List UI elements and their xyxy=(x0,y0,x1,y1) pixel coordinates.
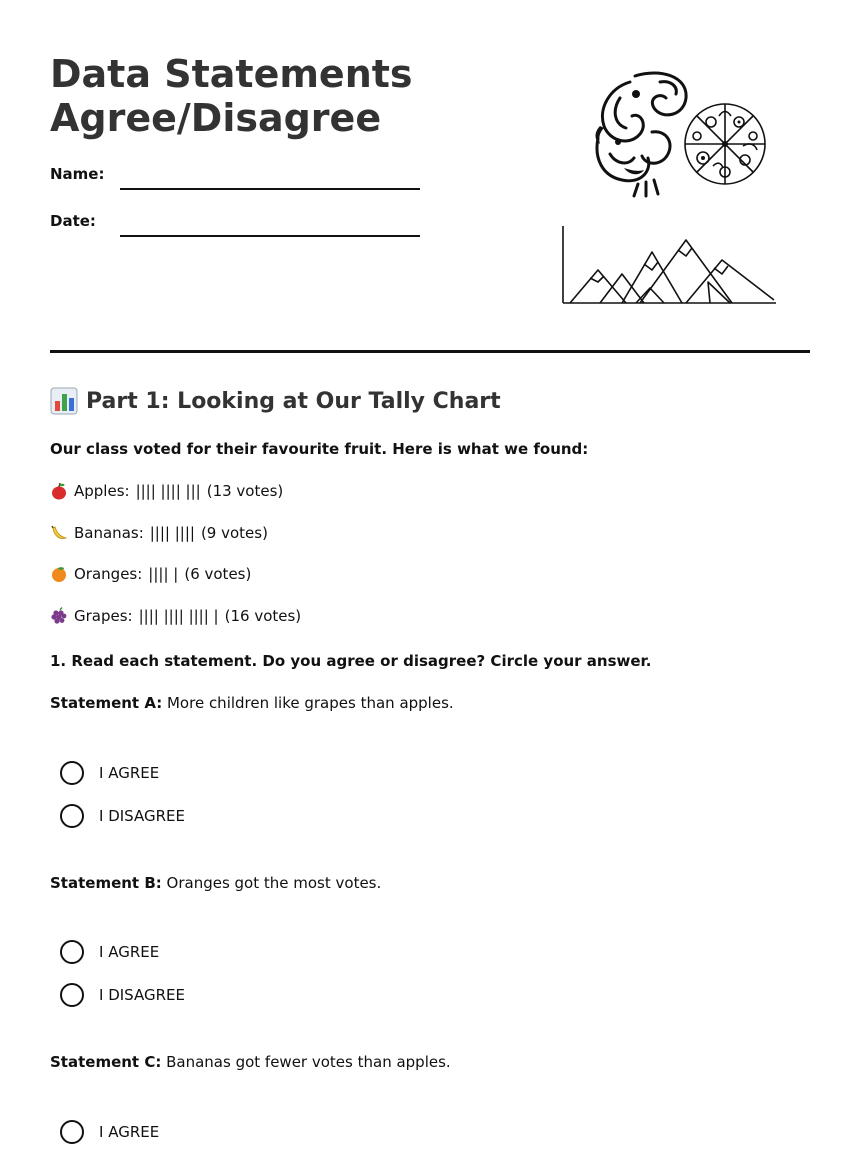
tally-votes: (6 votes) xyxy=(184,565,252,583)
banana-icon xyxy=(50,524,68,542)
question-1: 1. Read each statement. Do you agree or disagree? Circle your answer. xyxy=(50,652,652,670)
tally-marks: |||| |||| |||| | xyxy=(138,607,219,625)
option-label: I AGREE xyxy=(99,1123,160,1141)
statement-b-agree-option[interactable] xyxy=(60,940,159,964)
name-field[interactable] xyxy=(120,188,420,190)
statement-label: Statement B: xyxy=(50,874,162,892)
orange-icon xyxy=(50,565,68,583)
floral-circle-icon xyxy=(683,102,767,186)
divider xyxy=(50,350,810,353)
option-label: I DISAGREE xyxy=(99,807,185,825)
tally-label: Oranges: xyxy=(74,565,143,583)
statement-b xyxy=(50,874,381,892)
option-label: I DISAGREE xyxy=(99,986,185,1004)
option-label: I AGREE xyxy=(99,764,160,782)
date-field[interactable] xyxy=(120,235,420,237)
tally-row-bananas xyxy=(50,524,268,542)
tally-marks: |||| |||| ||| xyxy=(135,482,201,500)
statement-c xyxy=(50,1053,451,1071)
option-label: I AGREE xyxy=(99,943,160,961)
statement-text: More children like grapes than apples. xyxy=(166,694,454,712)
tally-row-grapes xyxy=(50,607,301,625)
tally-label: Grapes: xyxy=(74,607,133,625)
radio-circle[interactable] xyxy=(60,1120,84,1144)
radio-circle[interactable] xyxy=(60,761,84,785)
grapes-icon xyxy=(50,607,68,625)
statement-a xyxy=(50,694,454,712)
statement-label: Statement C: xyxy=(50,1053,162,1071)
tally-votes: (16 votes) xyxy=(224,607,302,625)
tally-marks: |||| | xyxy=(148,565,179,583)
section-heading xyxy=(50,387,501,415)
tally-row-apples xyxy=(50,482,283,500)
statement-a-agree-option[interactable] xyxy=(60,761,159,785)
tally-label: Bananas: xyxy=(74,524,144,542)
apple-icon xyxy=(50,482,68,500)
mountain-chart-icon xyxy=(560,224,780,306)
statement-label: Statement A: xyxy=(50,694,163,712)
statement-a-disagree-option[interactable] xyxy=(60,804,185,828)
page-title xyxy=(50,52,413,140)
section-heading-text: Part 1: Looking at Our Tally Chart xyxy=(86,388,501,414)
swirl-ornament-icon xyxy=(590,68,690,200)
statement-c-agree-option[interactable] xyxy=(60,1120,159,1144)
tally-row-oranges xyxy=(50,565,251,583)
radio-circle[interactable] xyxy=(60,804,84,828)
radio-circle[interactable] xyxy=(60,983,84,1007)
radio-circle[interactable] xyxy=(60,940,84,964)
tally-marks: |||| |||| xyxy=(149,524,195,542)
title-line-2: Agree/Disagree xyxy=(50,96,382,140)
tally-votes: (9 votes) xyxy=(200,524,268,542)
statement-text: Bananas got fewer votes than apples. xyxy=(166,1053,451,1071)
name-label: Name: xyxy=(50,165,105,183)
date-label: Date: xyxy=(50,212,96,230)
statement-b-disagree-option[interactable] xyxy=(60,983,185,1007)
bar-chart-emoji-icon xyxy=(50,387,78,415)
tally-votes: (13 votes) xyxy=(206,482,284,500)
title-line-1: Data Statements xyxy=(50,52,413,96)
statement-text: Oranges got the most votes. xyxy=(166,874,382,892)
intro-text: Our class voted for their favourite fruit. Here is what we found: xyxy=(50,440,589,458)
tally-label: Apples: xyxy=(74,482,130,500)
